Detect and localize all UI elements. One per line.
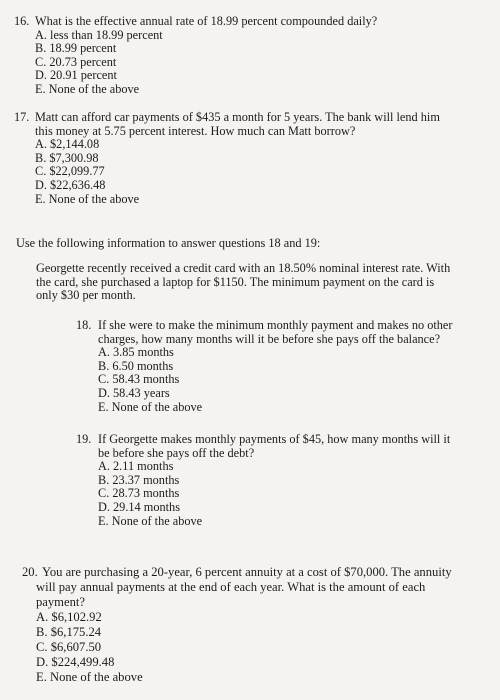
question-20-stem bbox=[22, 565, 452, 580]
question-20-option-e: E. None of the above bbox=[36, 670, 143, 684]
question-19-option-c: C. 28.73 months bbox=[98, 486, 180, 501]
question-18-text-line1: If she were to make the minimum monthly payment and makes no other bbox=[98, 318, 453, 332]
question-18-text-line2: charges, how many months will it be before she pays off the balance? bbox=[98, 331, 441, 346]
question-16-option-e: E. None of the above bbox=[35, 81, 140, 96]
question-16-stem bbox=[14, 15, 377, 29]
question-17-option-d: D. $22,636.48 bbox=[35, 177, 106, 192]
question-18-option-e: E. None of the above bbox=[98, 399, 203, 414]
question-17-text-line1: Matt can afford car payments of $435 a month for 5 years. The bank will lend him bbox=[35, 110, 440, 124]
question-19-number: 19. bbox=[76, 432, 92, 446]
question-19-text-line1: If Georgette makes monthly payments of $45, how many months will it bbox=[98, 432, 451, 446]
question-16-option-a: A. less than 18.99 percent bbox=[35, 27, 163, 42]
question-20-option-b: B. $6,175.24 bbox=[36, 625, 102, 639]
question-16-option-c: C. 20.73 percent bbox=[35, 54, 117, 69]
question-20-options bbox=[36, 610, 452, 685]
question-19 bbox=[76, 433, 450, 528]
question-19-option-b: B. 23.37 months bbox=[98, 472, 180, 487]
question-16-number: 16. bbox=[14, 14, 30, 28]
info-paragraph bbox=[36, 262, 450, 303]
question-19-option-a: A. 2.11 months bbox=[98, 459, 174, 474]
question-18-option-b: B. 6.50 months bbox=[98, 358, 174, 373]
question-19-stem bbox=[76, 433, 450, 447]
question-17 bbox=[14, 111, 440, 206]
question-18-number: 18. bbox=[76, 318, 92, 332]
question-17-option-c: C. $22,099.77 bbox=[35, 164, 105, 179]
question-20-text-line2: will pay annual payments at the end of each year. What is the amount of each bbox=[36, 580, 426, 594]
question-17-option-e: E. None of the above bbox=[35, 191, 140, 206]
question-20-option-d: D. $224,499.48 bbox=[36, 655, 115, 669]
question-16-option-d: D. 20.91 percent bbox=[35, 68, 117, 83]
question-17-number: 17. bbox=[14, 110, 30, 124]
question-17-options bbox=[35, 138, 440, 206]
question-20-option-a: A. $6,102.92 bbox=[36, 610, 102, 624]
question-19-text-line2: be before she pays off the debt? bbox=[98, 445, 255, 460]
question-17-option-b: B. $7,300.98 bbox=[35, 150, 99, 165]
question-18-options bbox=[98, 346, 452, 414]
question-17-stem bbox=[14, 111, 440, 125]
question-19-option-e: E. None of the above bbox=[98, 513, 203, 528]
question-17-option-a: A. $2,144.08 bbox=[35, 137, 100, 152]
question-20 bbox=[22, 565, 452, 685]
info-paragraph-line1: Georgette recently received a credit card with an 18.50% nominal interest rate. With bbox=[36, 261, 451, 275]
question-17-text-line2: this money at 5.75 percent interest. How much can Matt borrow? bbox=[35, 123, 356, 138]
question-16-option-b: B. 18.99 percent bbox=[35, 41, 117, 56]
question-20-text-line1: You are purchasing a 20-year, 6 percent annuity at a cost of $70,000. The annuity bbox=[42, 565, 452, 579]
question-16 bbox=[14, 15, 377, 97]
question-18 bbox=[76, 319, 452, 414]
info-intro: Use the following information to answer questions 18 and 19: bbox=[16, 236, 321, 250]
info-paragraph-line2: the card, she purchased a laptop for $1150. The minimum payment on the card is bbox=[36, 274, 435, 289]
question-16-text: What is the effective annual rate of 18.99 percent compounded daily? bbox=[35, 14, 378, 28]
question-18-stem bbox=[76, 319, 452, 333]
question-19-option-d: D. 29.14 months bbox=[98, 499, 180, 514]
question-20-number: 20. bbox=[22, 565, 38, 579]
question-19-options bbox=[98, 460, 450, 528]
question-18-option-c: C. 58.43 months bbox=[98, 372, 180, 387]
question-18-option-d: D. 58.43 years bbox=[98, 385, 170, 400]
info-paragraph-line3: only $30 per month. bbox=[36, 288, 136, 303]
question-18-option-a: A. 3.85 months bbox=[98, 345, 174, 360]
question-20-option-c: C. $6,607.50 bbox=[36, 640, 102, 654]
question-16-options bbox=[35, 29, 377, 97]
question-20-text-line3: payment? bbox=[36, 595, 85, 609]
